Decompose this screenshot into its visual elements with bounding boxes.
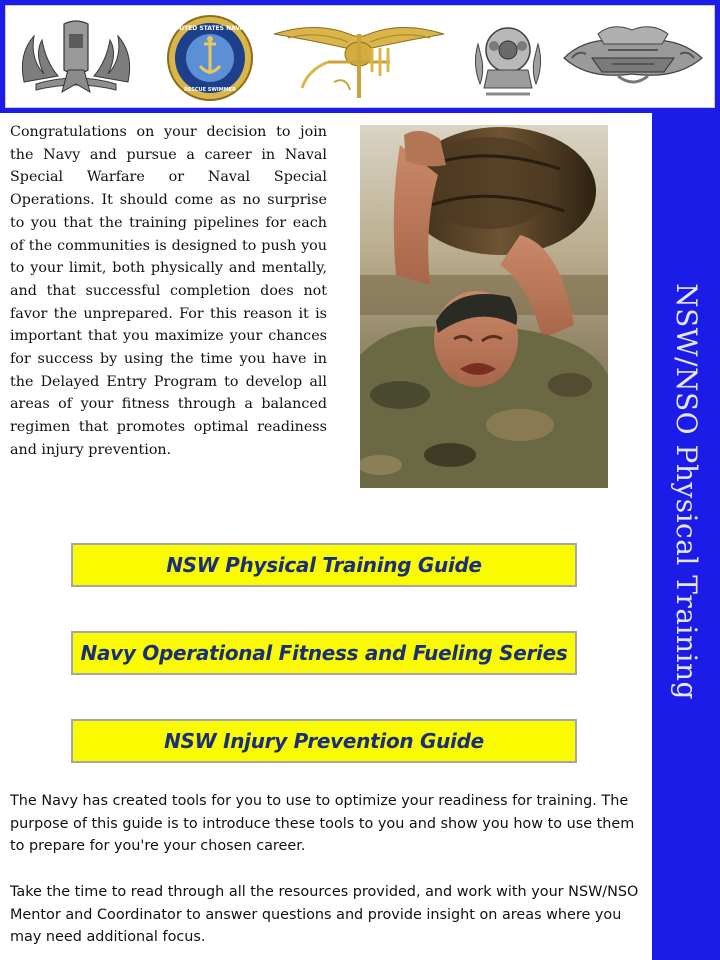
- page-title: NSW/NSO Physical Training: [669, 283, 703, 700]
- outro-text: [10, 790, 646, 949]
- header-banner: [0, 0, 720, 113]
- outro-paragraph-2: Take the time to read through all the resources provided, and work with your NSW/NSO Mentor and Coordinator to answer questions and provide insight on areas where you may need additional focus.: [10, 883, 639, 946]
- svg-text:UNITED STATES NAVAL: UNITED STATES NAVAL: [171, 25, 249, 32]
- eod-badge-icon: [16, 14, 136, 102]
- nsw-injury-prevention-guide-button[interactable]: NSW Injury Prevention Guide: [71, 719, 577, 763]
- intro-paragraph: Congratulations on your decision to join the Navy and pursue a career in Naval Special Warfare or Naval Special Operations. It should come as no surprise to you that the training pipelines for each of the communities is designed to push you to your limit, both physically and mentally, and that successful completion does not favor the unprepared. For this reason it is important that you maximize your chances for success by using the time you have in the Delayed Entry Program to develop all areas of your fitness through a balanced regimen that promotes optimal readiness and injury prevention.: [10, 124, 327, 458]
- navy-seal-trident-icon: [268, 14, 450, 102]
- side-title-container: [652, 113, 720, 960]
- trainee-lifting-log-photo: [360, 125, 608, 488]
- navy-rescue-swimmer-seal-icon: [166, 14, 254, 102]
- diver-badge-icon: [468, 14, 548, 102]
- outro-paragraph-1: The Navy has created tools for you to use to optimize your readiness for training. The purpose of this guide is to introduce these tools to you and show you how to use them to prepare for you're your chosen career.: [10, 793, 635, 855]
- nsw-physical-training-guide-button[interactable]: NSW Physical Training Guide: [71, 543, 577, 587]
- swcc-badge-icon: [558, 14, 708, 102]
- navy-operational-fitness-button[interactable]: Navy Operational Fitness and Fueling Series: [71, 631, 577, 675]
- svg-text:RESCUE SWIMMER: RESCUE SWIMMER: [184, 87, 236, 93]
- insignia-strip: [5, 5, 715, 108]
